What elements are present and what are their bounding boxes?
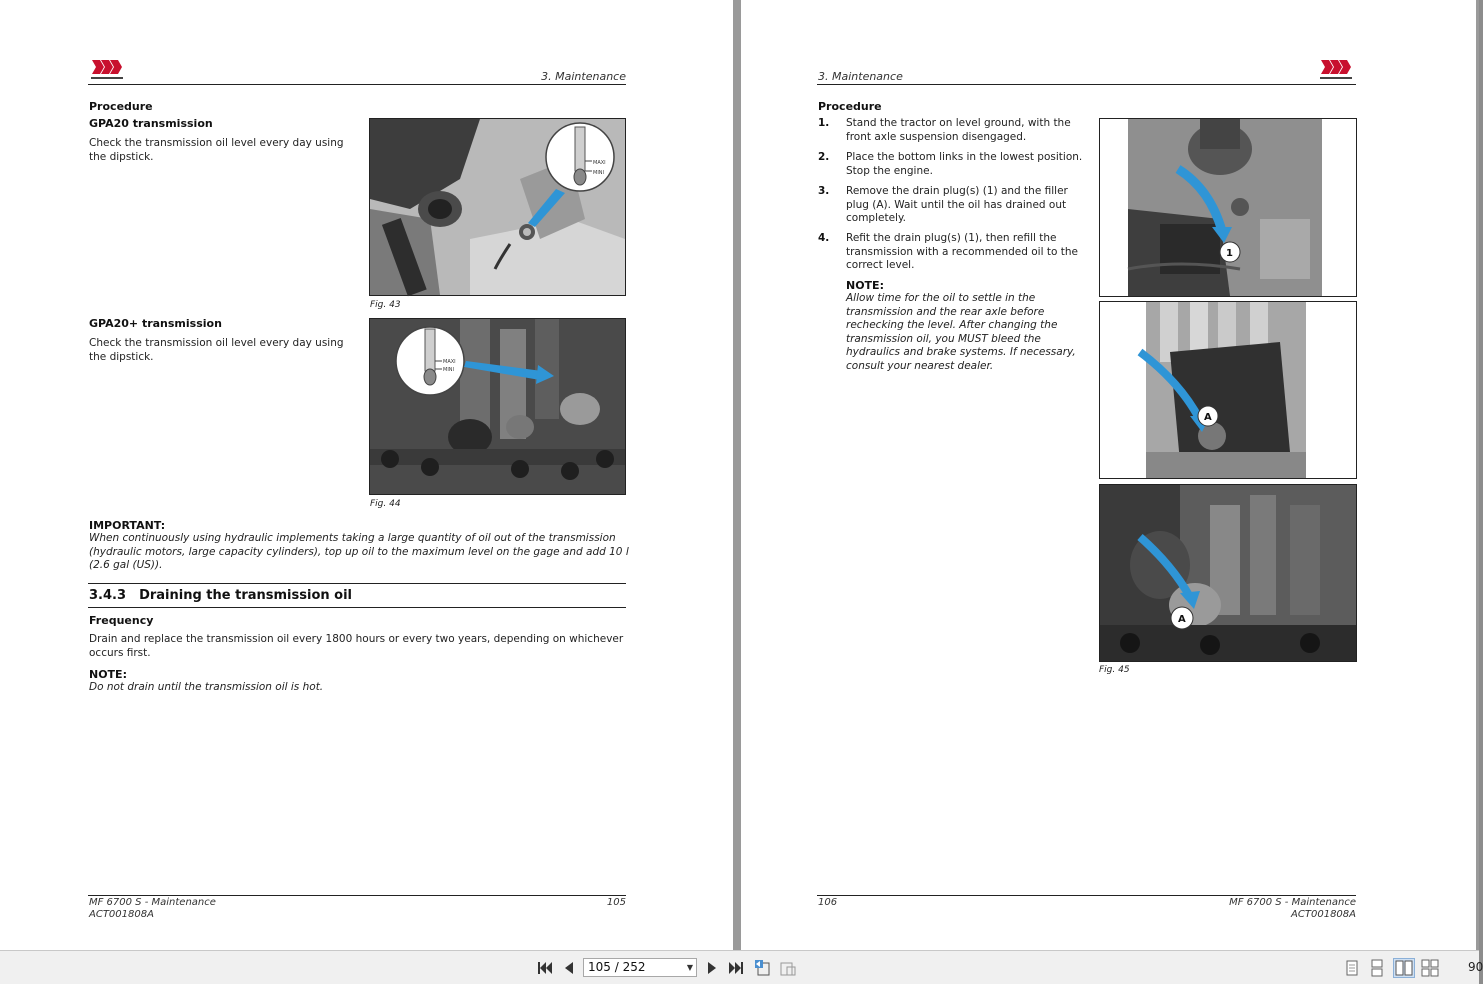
section-number: 3.4.3 — [89, 588, 127, 603]
important-heading: IMPORTANT: — [89, 519, 166, 532]
chevron-down-icon[interactable]: ▼ — [686, 963, 693, 972]
figure-43-dipstick-image — [369, 118, 626, 296]
header-rule — [88, 84, 626, 85]
gpa20plus-text-line: Check the transmission oil level every day using — [89, 337, 344, 349]
step-text-line: Stop the engine. — [846, 164, 933, 177]
step-text — [846, 151, 1082, 178]
step-number: 1. — [818, 117, 830, 129]
step-text — [846, 117, 1071, 144]
fig45-label-a-top: A — [1204, 412, 1212, 423]
fig44-maxi-label: MAXI — [443, 359, 456, 365]
header-rule — [817, 84, 1356, 85]
note-heading: NOTE: — [89, 668, 127, 681]
continuous-facing-view-icon[interactable] — [1420, 959, 1440, 977]
note-text-line: rechecking the level. After changing the — [846, 319, 1058, 332]
figure-45-drain-plug-image — [1099, 118, 1357, 297]
note-text: Do not drain until the transmission oil is hot. — [89, 681, 324, 693]
document-page-right — [741, 0, 1476, 950]
facing-view-icon[interactable] — [1394, 959, 1414, 977]
step-number: 2. — [818, 151, 830, 163]
next-page-icon[interactable] — [703, 959, 721, 977]
important-text — [89, 532, 629, 573]
important-text-line: When continuously using hydraulic implements taking a large quantity of oil out of the transmission — [89, 532, 616, 544]
section-rule-top — [88, 583, 626, 584]
header-section-label: 3. Maintenance — [541, 70, 626, 83]
frequency-text-line: Drain and replace the transmission oil every 1800 hours or every two years, depending on whichever — [89, 633, 624, 645]
step-text — [846, 232, 1078, 273]
section-heading — [89, 588, 352, 603]
note-text-line: Allow time for the oil to settle in the — [846, 292, 1036, 304]
step-text-line: Refit the drain plug(s) (1), then refill the — [846, 232, 1057, 244]
gpa20plus-heading: GPA20+ transmission — [89, 317, 222, 330]
brand-logo — [1317, 58, 1355, 82]
footer-rule — [88, 895, 626, 896]
note-text-line: transmission oil, you MUST bleed the — [846, 332, 1041, 345]
previous-view-icon[interactable] — [753, 959, 771, 977]
frequency-heading: Frequency — [89, 614, 154, 627]
procedure-heading: Procedure — [89, 100, 153, 113]
page-number: 105 — [606, 897, 626, 908]
footer-doc-info — [1229, 897, 1356, 921]
note-text-line: hydraulics and brake systems. If necessary, — [846, 346, 1076, 359]
footer-code: ACT001808A — [89, 909, 154, 920]
gpa20plus-text-line: the dipstick. — [89, 350, 154, 363]
document-page-left — [0, 0, 733, 950]
last-page-icon[interactable] — [727, 959, 745, 977]
gpa20-text-line: Check the transmission oil level every day using — [89, 137, 344, 149]
previous-page-icon[interactable] — [560, 959, 578, 977]
fig45-label-1: 1 — [1226, 248, 1233, 259]
step-text-line: Remove the drain plug(s) (1) and the filler — [846, 185, 1068, 197]
note-text-line: consult your nearest dealer. — [846, 359, 994, 372]
note-text — [846, 292, 1076, 374]
footer-doc-info — [89, 897, 216, 921]
footer-rule — [817, 895, 1356, 896]
footer-title: MF 6700 S - Maintenance — [1229, 897, 1356, 908]
zoom-level[interactable]: 90 — [1468, 960, 1483, 974]
frequency-text-line: occurs first. — [89, 646, 151, 659]
footer-title: MF 6700 S - Maintenance — [89, 897, 216, 908]
page-gutter — [733, 0, 741, 950]
note-heading: NOTE: — [846, 279, 884, 292]
page-indicator-text: 105 / 252 — [588, 960, 646, 974]
step-text-line: Place the bottom links in the lowest position. — [846, 151, 1083, 163]
step-text-line: front axle suspension disengaged. — [846, 130, 1027, 143]
step-text-line: correct level. — [846, 259, 915, 272]
step-text-line: Stand the tractor on level ground, with the — [846, 117, 1071, 129]
note-text-line: transmission and the rear axle before — [846, 305, 1045, 318]
figure-43-caption: Fig. 43 — [370, 300, 401, 310]
step-number: 4. — [818, 232, 830, 244]
gpa20-heading: GPA20 transmission — [89, 117, 213, 130]
figure-45-caption: Fig. 45 — [1099, 665, 1130, 675]
continuous-view-icon[interactable] — [1367, 959, 1387, 977]
figure-44-dipstick-image — [369, 318, 626, 495]
page-edge — [1476, 0, 1479, 950]
header-section-label: 3. Maintenance — [818, 70, 903, 83]
frequency-text — [89, 633, 629, 660]
step-number: 3. — [818, 185, 830, 197]
section-rule-bottom — [88, 607, 626, 608]
step-text-line: transmission with a recommended oil to the — [846, 245, 1078, 258]
brand-logo — [88, 58, 126, 82]
step-text-line: plug (A). Wait until the oil has drained out — [846, 198, 1067, 211]
page-number: 106 — [818, 897, 838, 908]
step-text-line: completely. — [846, 212, 907, 225]
step-text — [846, 185, 1068, 226]
figure-45-filler-plug-detail-image — [1099, 484, 1357, 662]
fig43-maxi-label: MAXI — [593, 160, 606, 166]
important-text-line: (hydraulic motors, large capacity cylinders), top up oil to the maximum level on the gage and add 10 l — [89, 545, 629, 558]
figure-44-caption: Fig. 44 — [370, 499, 401, 509]
viewer-toolbar — [0, 950, 1483, 984]
gpa20-text — [89, 137, 359, 164]
gpa20-text-line: the dipstick. — [89, 150, 154, 163]
important-text-line: (2.6 gal (US)). — [89, 559, 163, 572]
page-number-input[interactable] — [583, 958, 697, 977]
section-title: Draining the transmission oil — [139, 588, 352, 603]
fig45-label-a-bottom: A — [1178, 614, 1186, 625]
first-page-icon[interactable] — [536, 959, 554, 977]
next-view-icon[interactable] — [779, 959, 797, 977]
footer-code: ACT001808A — [1291, 909, 1356, 920]
fig43-mini-label: MINI — [593, 170, 605, 176]
procedure-heading: Procedure — [818, 100, 882, 113]
fig44-mini-label: MINI — [443, 367, 455, 373]
figure-45-filler-plug-image — [1099, 301, 1357, 479]
gpa20plus-text — [89, 337, 359, 364]
single-page-view-icon[interactable] — [1342, 959, 1362, 977]
